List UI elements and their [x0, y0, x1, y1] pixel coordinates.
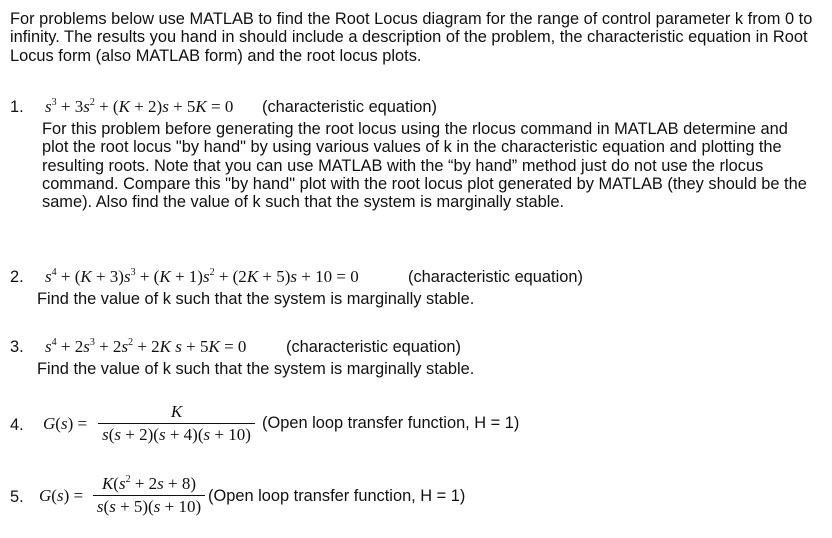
- characteristic-equation: $s^4 + 2s^3 + 2s^2 + 2K$ s + 5K = 0: [45, 337, 247, 356]
- equation-description: (Open loop transfer function, H = 1): [262, 414, 520, 432]
- problem-body: Find the value of k such that the system is marginally stable.: [37, 290, 475, 308]
- problem-body: For this problem before generating the root locus using the rlocus command in MATLAB determine and plot the root locus "by hand" by using various values of k in the characteristic equation and plotting the resulting roots. Note that you can use MATLAB with the “by hand” method just do not use the rlocus command. Compare this "by hand" plot with the root locus plot generated by MATLAB (they should be the same). Also find the value of k such that the system is marginally stable.: [42, 120, 807, 212]
- equation-description: (characteristic equation): [408, 268, 583, 286]
- characteristic-equation: $s^4 + (K + 3)s^3 + (K + 1)s^2 + (2K + 5)s + 10 = 0$: [45, 267, 359, 286]
- transfer-function-fraction: $K(s^2 + 2s + 8)$ s(s + 5)(s + 10): [93, 474, 205, 517]
- problem-5: [10, 470, 825, 526]
- problem-number: 4.: [10, 416, 24, 434]
- intro-paragraph: For problems below use MATLAB to find the Root Locus diagram for the range of control parameter k from 0 to infinity. The results you hand in should include a description of the problem, the characteristic equation in Root Locus form (also MATLAB form) and the root locus plots.: [10, 10, 813, 65]
- problem-2: [10, 268, 825, 312]
- problem-number: 5.: [10, 488, 24, 506]
- problem-number: 1.: [10, 98, 24, 116]
- transfer-function-lhs: G(s) =: [43, 414, 88, 433]
- characteristic-equation: $s^3 + 3s^2 + (K + 2)s + 5K = 0$: [45, 97, 234, 116]
- problem-3: [10, 338, 825, 382]
- equation-description: (Open loop transfer function, H = 1): [208, 487, 466, 505]
- problem-1: [10, 98, 825, 248]
- equation-description: (characteristic equation): [286, 338, 461, 356]
- equation-description: (characteristic equation): [262, 98, 437, 116]
- problem-4: [10, 400, 825, 452]
- problem-number: 3.: [10, 338, 24, 356]
- problem-body: Find the value of k such that the system is marginally stable.: [37, 360, 475, 378]
- problem-number: 2.: [10, 268, 24, 286]
- transfer-function-lhs: G(s) =: [39, 486, 84, 505]
- transfer-function-fraction: K s(s + 2)(s + 4)(s + 10): [98, 402, 255, 445]
